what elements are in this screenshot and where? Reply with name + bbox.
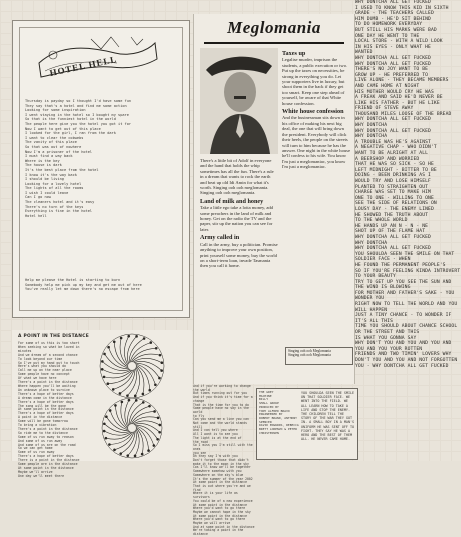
handwritten-line: A TROUBLE WAS HE'S AGAINST	[355, 139, 431, 145]
handwritten-line: YOU SHOULDA SEEN THE SMILE ON THAT SOLDIER FACE - WHEN	[355, 251, 458, 263]
handwritten-line: WHY DONTCHA ALL GET FUCKED	[355, 234, 431, 240]
handwritten-line: SHOT UP OF THE FLAME HAT	[355, 229, 426, 235]
spiral-1	[100, 334, 164, 398]
handwritten-line: WHY DONTCHA ALL GET FUCKED	[355, 55, 431, 61]
handwritten-line: HIM DUMB - HE'D SIT BEHIND	[355, 16, 431, 22]
handwritten-line: FRIENDS AND TWO TIMIN' LOVERS WHY DON'T YOU AND YOU AND NOT FORGOTTEN	[355, 352, 458, 363]
handwritten-line: LIVE ALONE - THEY BECAME MEMBERS	[355, 78, 449, 84]
handwritten-line: WHY DONTCHA ALL GET FUCKED	[355, 61, 431, 67]
section-heading-army: Army called in	[200, 234, 240, 242]
handwritten-line: ONE DAY HE WENT TO THE	[355, 33, 420, 39]
handwritten-line: YOU - WHY DONTCHA ALL GET FUCKED	[355, 363, 449, 369]
spiral-2	[102, 398, 162, 458]
section-heading-taxes: Taxes up	[282, 50, 306, 57]
point-in-distance-lyrics: For some of us this is too short When seeking so what be loved in minutes And we dream of a second chance To look beyond our time So I've put my hand out to touch Here's what you should do Call me up on the near place Some people have no concept Of what we have here There's a point in the distance Where happen you'll be waiting An unknown place to survive There's a hope of better days A dream come in the distance There's a hope of better days The song will be the gone At some point in the distance There's a hope of better days A point in the distance Some will be gone tomorrow To bring a vibration There's a point in the distance So ride me to the distance Some of us run away to reason And some of us run away And some of us are on the road So we can get home Some of us run away There's a hope of better days There is a point in the distance Some people are in the distance At some point in the distance Maybe we'll arrive One day we'll meet there	[18, 341, 80, 478]
why-dontcha-lyrics	[355, 0, 461, 369]
section-text-white-house: And the businessman sits down in his office of making his next big deal, the one that will bring down the president. Everybody will click their heels, the people on the streets will turn to him because he has the answer. One night in the white house he'll confess to his wife. You know I'm just a meglomaniac, you know I'm just a meglomaniac.	[282, 115, 350, 170]
handwritten-line: TRY TO GET UP YOU SEE THE SUN AND THE WIND IS BLOWING	[355, 279, 455, 291]
handwritten-line: GROW UP - HE PREFERRED TO	[355, 72, 429, 78]
spiral-artwork	[82, 330, 202, 461]
handwritten-line: A BEERSHOP AND WORRIED	[355, 156, 420, 162]
handwritten-line: A FREAK AND SAID HE'D NEVER BE	[355, 95, 443, 101]
section-heading-land: Land of milk and honey	[200, 197, 264, 205]
title-rule	[204, 42, 344, 44]
handwritten-line: GRADE - THE TEACHERS CALLED	[355, 11, 434, 17]
point-in-distance-panel	[12, 330, 192, 478]
middle-lyrics: And if you're working to change the world But times running out for you And if you think it's time for a change That is the time for you to do Some people have no say in the world to fly Can you send me a line you can Not come and the world stands still And I can tell you where All I want is to see you The light is at the end of the road So I miss you I'm still with the ones you see Oh they say I'm with you Don't forget those that didn't make it to the moon in the sky Cos I'll know we'll be together Somewhere somehow with you Somewhere on the sky's blue It's the summer of the year 2002 At some point in the distance That is out where you're and we find Where it is your life as survivors You could be of a new experience At some point in the distance Where you'd want to go there Maybe we cannot hope in the sky At some point in the distance Where you'd want to go there Maybe we will arrive And at some point in the distance We're taking a point in the distance	[193, 384, 255, 537]
handwritten-line: CHARGE WAS SET TO MAKE HIM	[355, 190, 431, 196]
handwritten-line: WHY DONTCHA	[355, 240, 388, 246]
section-text-army: Call in the army, buy a politician. Promise anything to improve your own position, print yourself some money, buy the world on a short-term loan, invade Tasmania then you call it home.	[200, 241, 278, 269]
handwritten-line: FOR MOTHER AND FATHER'S SAKE - YOU WONDER YOU	[355, 290, 458, 302]
handwritten-line: TO THE WHOLE WORLD	[355, 218, 408, 224]
portrait-photo	[200, 48, 278, 154]
handwritten-line: THAT HE WAS SO SICK - SO HE	[355, 162, 434, 168]
handwritten-line: TO DO HOMEWORK EVERYDAY	[355, 22, 423, 28]
section-heading-white-house: White house confession	[282, 108, 344, 116]
handwritten-line: THOUSAND MILES LOOSE OF THE BREAD	[355, 111, 452, 117]
handwritten-line: DOING - BEEN DRINKING AS I	[355, 173, 431, 179]
why-dontcha-panel	[355, 0, 461, 461]
handwritten-line: WHY DON'T YOU AND YOU AND YOU AND YOU AND YOU YOUR ROTTEN	[355, 341, 455, 352]
handwritten-line: SEE THE SIDE OF RELATIONS ON	[355, 201, 437, 207]
handwritten-line: JUST A TINY CHANCE - TO WONDER IF IT'S ALL THIS	[355, 313, 455, 324]
handwritten-line: WHY DONTCHA	[355, 134, 388, 140]
handwritten-line: WHY DONTCHA ALL GET FUCKED	[355, 128, 431, 134]
meglomania-title: Meglomania	[227, 18, 321, 37]
handwritten-line: BUT STILL HIS MARKS WERE BAD	[355, 27, 437, 33]
handwritten-line: LEFT MIDNIGHT - BITTER TO BE	[355, 167, 437, 173]
handwritten-line: WANT TO BE ALRIGHT AT ALL	[355, 151, 429, 157]
handwritten-line: WHY DONTCHA ALL GET FUCKED	[355, 246, 431, 252]
middle-lyrics-column	[193, 384, 255, 537]
hotel-hell-lyrics: Thursday is payday so I thought I'd have some fun They say that's a hotel and find me some action Looking for some inspiration I went staying in the hotel so I bought my spare So that is the funniest hotel in the world The people here give you the hotel you got it for Now I want to get out of this place I looked for the girl, I ran from the dark I want to clear the cobwebs The vanity of this place So that was out of nowhere Now I'm a prisoner of the hotel I must find a way back Where is the key The house is dark It's the best place from the hotel I know it's the way back I should be living Looking for a lovely hotel The lights of all the rooms I wish I could leave Can I go now The cleaners hotel and it's easy There's no turn of the keys Everything is fine in the hotel Hotel hell	[25, 99, 132, 218]
handwritten-line: ONE TO ONE - WILLING TO ONE	[355, 195, 434, 201]
section-text-taxes: Legalise murder, imprison the students, a public execution or two. Put up the taxes on necessities, be strong in everything you do. Let your supporters live in luxury, but shoot them in the back if they get too smart. Keep one step ahead of yourself, be aware of that White house confession.	[282, 57, 348, 106]
section-text-land: Take a little ego take a lotta money, add some preachers in the land of milk and honey. Get on the radio the TV and the paper, stir up the nation you can see for later.	[200, 205, 273, 232]
handwritten-line: I USED TO KNOW THIS KID IN SIXTH	[355, 5, 449, 11]
meglomania-column-right	[282, 48, 350, 338]
handwritten-line: LIKE HIS FATHER - BUT HE LIKE	[355, 100, 440, 106]
handwritten-line: FRIEND OF STEVE AWAY	[355, 106, 414, 112]
handwritten-line: WANTED	[355, 50, 373, 56]
meglomania-intro: There's a little bit of Adolf in everyone and the hand that holds the whip sometimes has all the fun. There's a rule in a dream that wants to rock the earth and beat up old Idi Amin for what it's worth. Singing ooh ooh meglomania. Singing ooh ooh meglomania.	[200, 158, 274, 196]
meglomania-column-left	[200, 158, 278, 368]
handwritten-line: A NEGATIVE CHAP - WHO DIDN'T	[355, 145, 437, 151]
credits-list: THE GREY MACHINE BILLY SMALL GROUP PRODUCED BY TONY ALFRED BRAVO ENGINEERED BY ROBERT BRAND, ANTHONY SPENCER DAVID EDWARDS, REBECCA BRETT LORENZO & PETER CHRISTENSEN	[259, 390, 299, 435]
handwritten-line: IS WHAT YOU GONNA SAY	[355, 335, 417, 341]
handwritten-line: RIGHT NOW TO TELL THE WORLD AND YOU WILL HAPPEN	[355, 302, 461, 313]
handwritten-line: HIS MOTHER WOULD CRY HE WAS	[355, 89, 434, 95]
point-in-distance-title: A POINT IN THE DISTANCE	[18, 334, 90, 339]
handwritten-line: IN HIS EYES - ONLY WHAT HE	[355, 44, 431, 50]
handwritten-line: HE FOUND THE PERMANENT PEOPLE'S	[355, 262, 446, 268]
handwritten-line: THERE'S NO JOY WANT TO BE	[355, 67, 429, 73]
handwritten-line: WHY DONTCHA ALL GET FUCKED	[355, 0, 431, 5]
handwritten-line: PLANTED TO STRAIGHTEN OUT	[355, 184, 429, 190]
handwritten-line: WOULD TRY AND LOSE HIMSELF	[355, 179, 431, 184]
bottom-text-box	[256, 388, 358, 460]
meglomania-panel	[193, 14, 355, 384]
hotel-hell-panel	[12, 20, 190, 318]
handwritten-line: LOUSY DAY - THE ENEMY LINED	[355, 206, 434, 212]
handwritten-line: TIME YOU SHOULD ABOUT CHANCE SCHOOL OR THE STREET AND THIS	[355, 324, 461, 336]
handwritten-line: HE HANDS UP AN N - N - NE	[355, 223, 429, 229]
bottom-lyrics: YOU SHOULDA SEEN THE SMILE ON THAT SOLDIER FACE. WE WENT INTO THE FIELD. WE ALL LEARN HOW TO TAKE A LIFE AND STOP THE ENEMY. THE CHILDREN TELL THE STORY OF THE WAR THEY GOT IN. A SMALL BOY IN A MAN'S UNIFORM HE WAS SENT OFF TO FIGHT. THEY SAY HE WAS A HERO AND THE BEST OF THEM ALL. HE NEVER CAME HOME.	[301, 391, 357, 442]
handwritten-line: WHY DONTCHA ALL GET FUCKED	[355, 117, 431, 123]
handwritten-line: HE SHOWED THE TRUTH ABOUT	[355, 212, 429, 218]
hotel-hell-lyrics-closing: Help me please the Hotel is starting to burn Somebody help me pick up my key and get me out of here You've really let me down there's no escape from here	[25, 278, 142, 292]
hotel-hell-title: HOTEL HELL	[48, 53, 119, 79]
handwritten-line: SO IF YOU'RE FEELING KINDA INTROVERT TO YOUR BEAUTY	[355, 268, 461, 280]
handwritten-line: LOCAL STORE - WITH A WILD LOOK	[355, 39, 443, 45]
handwritten-line: AND CAME HOME AT NIGHT	[355, 83, 420, 89]
meglomania-caption-box: Singing ooh ooh Meglomania Singing ooh ooh Meglomania	[285, 347, 353, 365]
handwritten-line: WHY DONTCHA	[355, 123, 388, 129]
